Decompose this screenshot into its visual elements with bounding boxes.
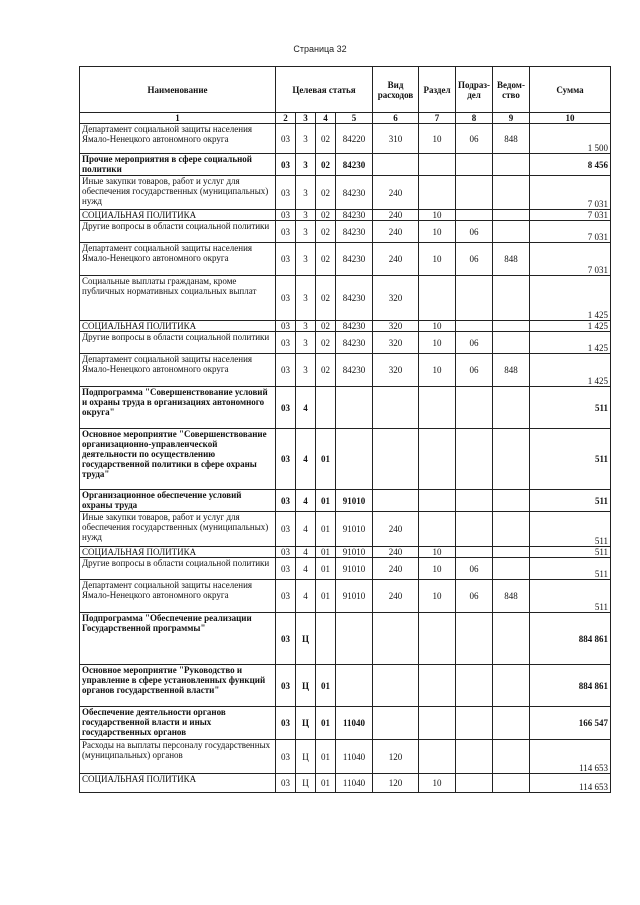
cell-target-measure: 01 [316,558,336,580]
cell-target-program: 03 [276,490,296,512]
cell-sum: 511 [530,387,611,429]
cell-target-program: 03 [276,124,296,154]
cell-target-measure: 01 [316,774,336,793]
header-expense-type: Вид расходов [373,67,419,113]
cell-subsection: 06 [456,558,493,580]
row-name: Прочие мероприятия в сфере социальной политики [80,154,276,176]
cell-department: 848 [493,243,530,276]
table-row [80,210,611,221]
cell-expense-type: 320 [373,354,419,387]
cell-department [493,613,530,665]
table-row [80,321,611,332]
cell-target-program: 03 [276,154,296,176]
table-row [80,387,611,429]
cell-sum: 511 [530,429,611,490]
cell-target-subprogram: 3 [296,221,316,243]
cell-sum: 884 861 [530,665,611,707]
cell-department [493,665,530,707]
cell-department [493,547,530,558]
cell-target-measure: 01 [316,707,336,740]
cell-target-measure: 02 [316,276,336,321]
cell-department: 848 [493,124,530,154]
table-row [80,580,611,613]
cell-target-program: 03 [276,558,296,580]
cell-target-code: 84230 [336,176,373,210]
cell-department [493,210,530,221]
cell-target-code: 84230 [336,332,373,354]
cell-subsection: 06 [456,580,493,613]
cell-target-measure: 02 [316,210,336,221]
cell-subsection: 06 [456,243,493,276]
cell-section: 10 [419,547,456,558]
cell-subsection: 06 [456,354,493,387]
cell-target-subprogram: Ц [296,707,316,740]
cell-subsection [456,210,493,221]
cell-target-subprogram: Ц [296,613,316,665]
table-row [80,665,611,707]
cell-subsection [456,707,493,740]
row-name: СОЦИАЛЬНАЯ ПОЛИТИКА [80,321,276,332]
cell-section [419,176,456,210]
cell-expense-type [373,707,419,740]
cell-target-program: 03 [276,774,296,793]
header-name: Наименование [80,67,276,113]
column-number: 8 [456,113,493,124]
cell-section: 10 [419,243,456,276]
cell-target-code [336,613,373,665]
cell-subsection [456,490,493,512]
cell-section: 10 [419,332,456,354]
cell-section [419,613,456,665]
column-number: 5 [336,113,373,124]
cell-target-measure: 02 [316,221,336,243]
table-row [80,490,611,512]
cell-section: 10 [419,558,456,580]
cell-department: 848 [493,354,530,387]
cell-target-measure: 02 [316,124,336,154]
cell-department [493,332,530,354]
cell-target-subprogram: 4 [296,512,316,547]
cell-target-subprogram: Ц [296,665,316,707]
cell-target-code: 11040 [336,774,373,793]
cell-section [419,429,456,490]
cell-target-measure: 01 [316,429,336,490]
cell-subsection [456,321,493,332]
cell-expense-type [373,429,419,490]
row-name: СОЦИАЛЬНАЯ ПОЛИТИКА [80,547,276,558]
cell-department [493,558,530,580]
cell-section [419,740,456,774]
cell-sum: 1 425 [530,354,611,387]
cell-target-program: 03 [276,707,296,740]
cell-expense-type: 240 [373,210,419,221]
column-number: 10 [530,113,611,124]
cell-sum: 7 031 [530,243,611,276]
cell-section: 10 [419,221,456,243]
cell-target-program: 03 [276,547,296,558]
cell-target-code: 84230 [336,243,373,276]
row-name: Департамент социальной защиты населения Ямало-Ненецкого автономного округа [80,354,276,387]
cell-target-measure: 02 [316,354,336,387]
row-name: СОЦИАЛЬНАЯ ПОЛИТИКА [80,774,276,793]
cell-department [493,276,530,321]
page-number: Страница 32 [293,44,347,54]
cell-target-program: 03 [276,354,296,387]
cell-subsection [456,387,493,429]
cell-subsection: 06 [456,332,493,354]
cell-sum: 1 500 [530,124,611,154]
cell-expense-type: 320 [373,321,419,332]
cell-subsection [456,547,493,558]
cell-subsection [456,429,493,490]
cell-sum: 1 425 [530,276,611,321]
cell-section: 10 [419,210,456,221]
cell-target-program: 03 [276,210,296,221]
cell-section [419,276,456,321]
table-body [80,124,611,793]
cell-target-program: 03 [276,740,296,774]
row-name: Обеспечение деятельности органов государственной власти и иных государственных органов [80,707,276,740]
cell-expense-type [373,154,419,176]
cell-target-code: 84230 [336,276,373,321]
cell-sum: 7 031 [530,210,611,221]
cell-target-subprogram: 4 [296,547,316,558]
cell-sum: 8 456 [530,154,611,176]
cell-expense-type [373,387,419,429]
cell-target-code: 11040 [336,740,373,774]
cell-expense-type: 240 [373,176,419,210]
cell-target-subprogram: 4 [296,387,316,429]
cell-sum: 1 425 [530,332,611,354]
column-number: 1 [80,113,276,124]
cell-target-measure: 02 [316,243,336,276]
row-name: Департамент социальной защиты населения Ямало-Ненецкого автономного округа [80,580,276,613]
row-name: Подпрограмма "Совершенствование условий и охраны труда в организациях автономного округа" [80,387,276,429]
cell-department [493,512,530,547]
cell-target-measure: 01 [316,490,336,512]
cell-section [419,707,456,740]
cell-sum: 511 [530,580,611,613]
table-row [80,547,611,558]
row-name: Социальные выплаты гражданам, кроме публичных нормативных социальных выплат [80,276,276,321]
cell-target-program: 03 [276,176,296,210]
row-name: Подпрограмма "Обеспечение реализации Государственной программы" [80,613,276,665]
cell-department [493,221,530,243]
cell-subsection: 06 [456,221,493,243]
cell-department [493,490,530,512]
cell-section [419,665,456,707]
column-number: 6 [373,113,419,124]
cell-target-code [336,387,373,429]
cell-subsection [456,613,493,665]
cell-section [419,154,456,176]
cell-target-subprogram: 3 [296,124,316,154]
cell-target-program: 03 [276,387,296,429]
cell-target-subprogram: Ц [296,740,316,774]
cell-expense-type: 240 [373,547,419,558]
row-name: Другие вопросы в области социальной политики [80,221,276,243]
cell-expense-type: 240 [373,243,419,276]
table-row [80,429,611,490]
cell-section: 10 [419,321,456,332]
cell-target-measure: 01 [316,547,336,558]
cell-expense-type: 240 [373,558,419,580]
cell-target-measure: 02 [316,176,336,210]
cell-section [419,512,456,547]
cell-target-program: 03 [276,243,296,276]
table-row [80,221,611,243]
table-row [80,740,611,774]
cell-target-measure: 01 [316,740,336,774]
cell-target-code: 91010 [336,558,373,580]
cell-subsection [456,665,493,707]
cell-expense-type [373,613,419,665]
cell-expense-type: 310 [373,124,419,154]
row-name: Иные закупки товаров, работ и услуг для обеспечения государственных (муниципальных) нужд [80,512,276,547]
cell-section: 10 [419,124,456,154]
budget-table [79,66,611,793]
cell-target-measure [316,613,336,665]
cell-subsection [456,176,493,210]
cell-target-code: 84230 [336,210,373,221]
cell-sum: 7 031 [530,176,611,210]
cell-target-program: 03 [276,512,296,547]
cell-department [493,774,530,793]
header-row [80,67,611,113]
cell-target-subprogram: 3 [296,154,316,176]
table-row [80,124,611,154]
cell-expense-type: 240 [373,512,419,547]
cell-target-program: 03 [276,613,296,665]
row-name: Другие вопросы в области социальной политики [80,558,276,580]
cell-target-program: 03 [276,321,296,332]
row-name: Департамент социальной защиты населения Ямало-Ненецкого автономного округа [80,124,276,154]
cell-target-subprogram: 4 [296,580,316,613]
row-name: Основное мероприятие "Совершенствование организационно-управленческой деятельности по осуществлению государственной политики в сфере охраны труда" [80,429,276,490]
cell-target-subprogram: 3 [296,332,316,354]
table-row [80,558,611,580]
cell-target-code: 91010 [336,490,373,512]
cell-subsection [456,512,493,547]
header-target-article: Целевая статья [276,67,373,113]
cell-department [493,176,530,210]
header-sum: Сумма [530,67,611,113]
cell-target-measure: 01 [316,665,336,707]
cell-target-code: 84230 [336,321,373,332]
table-row [80,613,611,665]
cell-expense-type: 120 [373,740,419,774]
table-row [80,354,611,387]
cell-section: 10 [419,774,456,793]
column-number: 2 [276,113,296,124]
cell-subsection [456,276,493,321]
cell-target-program: 03 [276,276,296,321]
row-name: СОЦИАЛЬНАЯ ПОЛИТИКА [80,210,276,221]
cell-subsection [456,774,493,793]
cell-target-measure: 02 [316,332,336,354]
cell-target-program: 03 [276,221,296,243]
column-number: 3 [296,113,316,124]
cell-target-subprogram: 3 [296,276,316,321]
cell-department [493,740,530,774]
row-name: Департамент социальной защиты населения Ямало-Ненецкого автономного округа [80,243,276,276]
cell-sum: 114 653 [530,774,611,793]
cell-target-code [336,665,373,707]
cell-target-subprogram: 4 [296,558,316,580]
cell-target-subprogram: 3 [296,321,316,332]
cell-target-code [336,429,373,490]
table-row [80,512,611,547]
table-row [80,774,611,793]
cell-sum: 511 [530,558,611,580]
cell-target-measure: 02 [316,321,336,332]
cell-target-program: 03 [276,665,296,707]
cell-subsection [456,740,493,774]
cell-target-subprogram: 4 [296,490,316,512]
table-row [80,332,611,354]
cell-expense-type: 120 [373,774,419,793]
cell-target-measure: 01 [316,580,336,613]
cell-target-code: 91010 [336,580,373,613]
cell-department [493,154,530,176]
row-name: Иные закупки товаров, работ и услуг для обеспечения государственных (муниципальных) нужд [80,176,276,210]
cell-expense-type [373,490,419,512]
cell-target-subprogram: Ц [296,774,316,793]
cell-target-subprogram: 3 [296,243,316,276]
column-number: 9 [493,113,530,124]
cell-target-code: 84230 [336,221,373,243]
cell-target-measure: 01 [316,512,336,547]
cell-expense-type: 240 [373,580,419,613]
cell-target-code: 84230 [336,154,373,176]
cell-sum: 166 547 [530,707,611,740]
header-section: Раздел [419,67,456,113]
cell-target-code: 84220 [336,124,373,154]
cell-target-subprogram: 3 [296,354,316,387]
table-row [80,276,611,321]
cell-section [419,490,456,512]
cell-target-measure: 02 [316,154,336,176]
cell-sum: 884 861 [530,613,611,665]
cell-target-subprogram: 3 [296,210,316,221]
cell-sum: 1 425 [530,321,611,332]
cell-sum: 511 [530,547,611,558]
cell-section: 10 [419,354,456,387]
table-row [80,243,611,276]
cell-expense-type: 320 [373,332,419,354]
column-number: 4 [316,113,336,124]
header-department: Ведом- ство [493,67,530,113]
table-row [80,154,611,176]
cell-target-subprogram: 3 [296,176,316,210]
cell-department [493,707,530,740]
cell-sum: 511 [530,490,611,512]
row-name: Другие вопросы в области социальной политики [80,332,276,354]
row-name: Организационное обеспечение условий охраны труда [80,490,276,512]
cell-target-code: 91010 [336,512,373,547]
cell-sum: 114 653 [530,740,611,774]
row-name: Основное мероприятие "Руководство и управление в сфере установленных функций органов государственной власти" [80,665,276,707]
cell-target-program: 03 [276,332,296,354]
cell-expense-type: 240 [373,221,419,243]
cell-section: 10 [419,580,456,613]
cell-department [493,387,530,429]
cell-target-code: 11040 [336,707,373,740]
cell-section [419,387,456,429]
cell-target-program: 03 [276,580,296,613]
cell-sum: 511 [530,512,611,547]
column-number: 7 [419,113,456,124]
cell-department [493,321,530,332]
table-row [80,176,611,210]
cell-expense-type [373,665,419,707]
cell-subsection: 06 [456,124,493,154]
cell-department [493,429,530,490]
cell-target-measure [316,387,336,429]
cell-department: 848 [493,580,530,613]
table-row [80,707,611,740]
cell-subsection [456,154,493,176]
cell-sum: 7 031 [530,221,611,243]
cell-target-subprogram: 4 [296,429,316,490]
header-subsection: Подраз- дел [456,67,493,113]
column-number-row [80,113,611,124]
cell-target-code: 91010 [336,547,373,558]
row-name: Расходы на выплаты персоналу государственных (муниципальных) органов [80,740,276,774]
cell-target-program: 03 [276,429,296,490]
cell-expense-type: 320 [373,276,419,321]
cell-target-code: 84230 [336,354,373,387]
